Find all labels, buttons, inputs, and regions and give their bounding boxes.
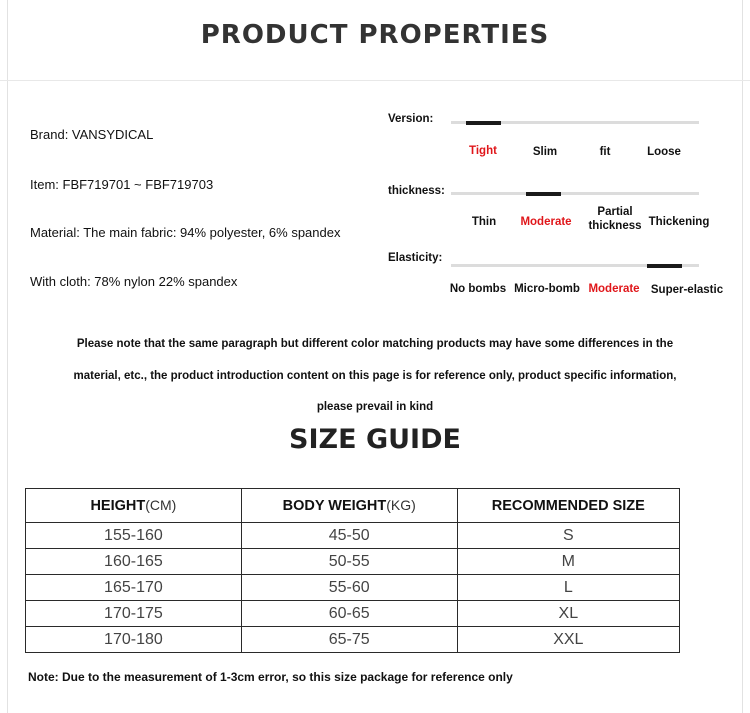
thickness-label: thickness: bbox=[388, 185, 445, 197]
version-option-loose: Loose bbox=[647, 146, 681, 158]
elasticity-option-micro-bomb: Micro-bomb bbox=[514, 283, 580, 295]
notice-line-2: material, etc., the product introduction content on this page is for reference only, product specific information, bbox=[73, 370, 677, 382]
size-cell: L bbox=[457, 575, 679, 601]
weight-cell: 50-55 bbox=[241, 549, 457, 575]
size-header-label: RECOMMENDED SIZE bbox=[491, 497, 645, 514]
thickness-track bbox=[451, 192, 699, 195]
lining-text: With cloth: 78% nylon 22% spandex bbox=[30, 274, 238, 289]
thickness-option-partial: Partial thickness bbox=[588, 206, 642, 232]
height-cell: 160-165 bbox=[26, 549, 242, 575]
height-cell: 170-175 bbox=[26, 601, 242, 627]
height-column-header bbox=[26, 489, 242, 523]
thickness-option-thin: Thin bbox=[471, 216, 497, 228]
elasticity-option-super-elastic: Super-elastic bbox=[650, 284, 724, 296]
version-option-slim: Slim bbox=[532, 146, 558, 158]
size-column-header bbox=[457, 489, 679, 523]
elasticity-option-moderate: Moderate bbox=[588, 283, 640, 295]
height-cell: 170-180 bbox=[26, 627, 242, 653]
version-option-tight: Tight bbox=[469, 145, 497, 157]
size-cell: XXL bbox=[457, 627, 679, 653]
weight-cell: 60-65 bbox=[241, 601, 457, 627]
size-cell: XL bbox=[457, 601, 679, 627]
left-border bbox=[7, 0, 8, 713]
size-cell: S bbox=[457, 523, 679, 549]
right-border bbox=[742, 0, 743, 713]
weight-cell: 55-60 bbox=[241, 575, 457, 601]
table-row bbox=[26, 575, 680, 601]
size-table bbox=[25, 488, 680, 653]
thickness-option-thickening: Thickening bbox=[648, 216, 710, 228]
version-marker bbox=[466, 121, 501, 125]
height-cell: 165-170 bbox=[26, 575, 242, 601]
elasticity-marker bbox=[647, 264, 682, 268]
weight-header-unit: (KG) bbox=[386, 497, 416, 513]
size-guide-title: SIZE GUIDE bbox=[289, 424, 461, 455]
height-header-label: HEIGHT bbox=[90, 498, 146, 514]
size-table-header-row bbox=[26, 489, 680, 523]
table-row bbox=[26, 601, 680, 627]
table-row bbox=[26, 549, 680, 575]
thickness-marker bbox=[526, 192, 561, 196]
brand-text: Brand: VANSYDICAL bbox=[30, 127, 154, 142]
weight-column-header bbox=[241, 489, 457, 523]
version-option-fit: fit bbox=[599, 146, 611, 158]
size-cell: M bbox=[457, 549, 679, 575]
material-text: Material: The main fabric: 94% polyester, 6% spandex bbox=[30, 225, 341, 240]
table-row bbox=[26, 523, 680, 549]
thickness-option-moderate: Moderate bbox=[520, 216, 572, 228]
weight-header-label: BODY WEIGHT bbox=[282, 498, 387, 514]
table-row bbox=[26, 627, 680, 653]
height-header-unit: (CM) bbox=[145, 497, 177, 513]
weight-cell: 65-75 bbox=[241, 627, 457, 653]
item-text: Item: FBF719701 ~ FBF719703 bbox=[30, 177, 214, 192]
notice-line-3: please prevail in kind bbox=[316, 401, 434, 413]
header-divider bbox=[0, 80, 750, 81]
product-properties-title: PRODUCT PROPERTIES bbox=[200, 20, 550, 50]
footnote: Note: Due to the measurement of 1-3cm error, so this size package for reference only bbox=[28, 670, 513, 684]
weight-cell: 45-50 bbox=[241, 523, 457, 549]
height-cell: 155-160 bbox=[26, 523, 242, 549]
version-label: Version: bbox=[388, 113, 434, 125]
notice-line-1: Please note that the same paragraph but different color matching products may have some differences in the bbox=[76, 338, 674, 350]
elasticity-label: Elasticity: bbox=[388, 252, 443, 264]
elasticity-option-no-bombs: No bombs bbox=[449, 283, 507, 295]
